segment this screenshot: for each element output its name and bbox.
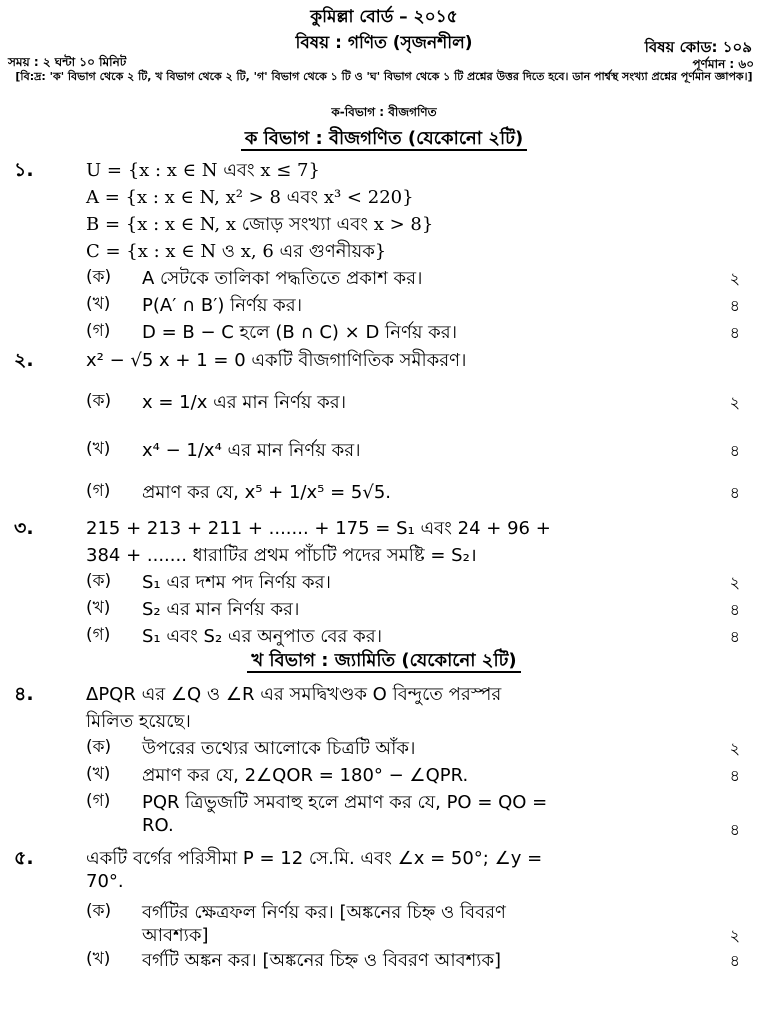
q5a-tag: (ক) (86, 901, 112, 921)
subject-code: বিষয় কোড: ১০৯ (644, 38, 752, 56)
q3c-marks: ৪ (729, 627, 740, 646)
q2b-text: x⁴ − 1/x⁴ এর মান নির্ণয় কর। (142, 440, 361, 461)
q2c-tag: (গ) (86, 481, 111, 501)
q2a-text: x = 1/x এর মান নির্ণয় কর। (142, 392, 347, 413)
q3b-tag: (খ) (86, 598, 111, 618)
q2a-marks: ২ (729, 393, 740, 412)
q1c-text: D = B − C হলে (B ∩ C) × D নির্ণয় কর। (142, 322, 458, 343)
q4a-marks: ২ (729, 739, 740, 758)
q1b-marks: ৪ (729, 296, 740, 315)
q1a-tag: (ক) (86, 267, 112, 287)
q1b-tag: (খ) (86, 294, 111, 314)
q1-set-u: U = {x : x ∈ N এবং x ≤ 7} (86, 160, 320, 181)
q2b-marks: ৪ (729, 441, 740, 460)
q4-stem-line1: ΔPQR এর ∠Q ও ∠R এর সমদ্বিখণ্ডক O বিন্দুতে পরস্পর (86, 684, 502, 705)
q1a-marks: ২ (729, 269, 740, 288)
q2-number: ২. (14, 349, 34, 371)
q4c-text: PQR ত্রিভুজটি সমবাহু হলে প্রমাণ কর যে, PO = QO = (142, 792, 548, 813)
q4a-text: উপরের তথ্যের আলোকে চিত্রটি আঁক। (142, 738, 416, 759)
q4b-marks: ৪ (729, 766, 740, 785)
q3c-text: S₁ এবং S₂ এর অনুপাত বের কর। (142, 626, 383, 647)
q5a-text: বর্গটির ক্ষেত্রফল নির্ণয় কর। [অঙ্কনের চিহ্ন ও বিবরণ (142, 902, 506, 923)
q2a-tag: (ক) (86, 391, 112, 411)
q3b-text: S₂ এর মান নির্ণয় কর। (142, 599, 300, 620)
q1b-text: P(A′ ∩ B′) নির্ণয় কর। (142, 295, 303, 316)
q4-stem-line2: মিলিত হয়েছে। (86, 711, 191, 732)
section-b-heading (0, 646, 768, 677)
q5a-marks: ২ (729, 926, 740, 945)
q1-number: ১. (14, 159, 34, 181)
section-a-heading (0, 124, 768, 155)
q5b-text: বর্গটি অঙ্কন কর। [অঙ্কনের চিহ্ন ও বিবরণ আবশ্যক] (142, 950, 502, 971)
q3a-text: S₁ এর দশম পদ নির্ণয় কর। (142, 572, 331, 593)
q4c-marks: ৪ (729, 820, 740, 839)
q5-number: ৫. (14, 847, 34, 869)
q3-number: ৩. (14, 517, 34, 539)
q1c-tag: (গ) (86, 321, 111, 341)
q3-stem-line2: 384 + ....... ধারাটির প্রথম পাঁচটি পদের সমষ্টি = S₂। (86, 545, 477, 566)
q2b-tag: (খ) (86, 439, 111, 459)
q1-set-c: C = {x : x ∈ N ও x, 6 এর গুণনীয়ক} (86, 241, 387, 262)
q4c-tag: (গ) (86, 791, 111, 811)
q4a-tag: (ক) (86, 737, 112, 757)
q2-stem: x² − √5 x + 1 = 0 একটি বীজগাণিতিক সমীকরণ। (86, 350, 467, 371)
q5-stem-line1: একটি বর্গের পরিসীমা P = 12 সে.মি. এবং ∠x = 50°; ∠y = (86, 848, 543, 869)
subject-title: বিষয় : গণিত (সৃজনশীল) (295, 33, 473, 53)
q1a-text: A সেটকে তালিকা পদ্ধতিতে প্রকাশ কর। (142, 268, 423, 289)
time-allowed: সময় : ২ ঘন্টা ১০ মিনিট (8, 55, 127, 69)
q5b-marks: ৪ (729, 951, 740, 970)
instruction-note: [বি:দ্র: 'ক' বিভাগ থেকে ২ টি, খ বিভাগ থেকে ২ টি, 'গ' বিভাগ থেকে ১ টি ও 'ঘ' বিভাগ থেকে ১ টি প্রশ্নের উত্তর দিতে হবে। ডান পার্শ্বস্থ সংখ্যা প্রশ্নের পূর্ণমান জ্ঞাপক।] (15, 70, 753, 83)
q5a-text-cont: আবশ্যক] (142, 925, 209, 946)
section-a-heading-text: ক বিভাগ : বীজগণিত (যেকোনো ২টি) (241, 128, 527, 151)
q1-set-b: B = {x : x ∈ N, x জোড় সংখ্যা এবং x > 8} (86, 214, 434, 235)
q2c-text: প্রমাণ কর যে, x⁵ + 1/x⁵ = 5√5. (142, 482, 391, 503)
q1-set-a: A = {x : x ∈ N, x² > 8 এবং x³ < 220} (86, 187, 414, 208)
q4b-tag: (খ) (86, 764, 111, 784)
q3a-tag: (ক) (86, 571, 112, 591)
q4c-text-cont: RO. (142, 815, 174, 836)
full-marks: পূর্ণমান : ৬০ (692, 57, 754, 71)
q1c-marks: ৪ (729, 323, 740, 342)
q4b-text: প্রমাণ কর যে, 2∠QOR = 180° − ∠QPR. (142, 765, 469, 786)
q3c-tag: (গ) (86, 625, 111, 645)
board-title: কুমিল্লা বোর্ড – ২০১৫ (310, 7, 458, 27)
subsection-label: ক-বিভাগ : বীজগণিত (331, 105, 437, 119)
q5b-tag: (খ) (86, 949, 111, 969)
q2c-marks: ৪ (729, 483, 740, 502)
q5-stem-line2: 70°. (86, 871, 124, 892)
q3b-marks: ৪ (729, 600, 740, 619)
q4-number: ৪. (14, 683, 34, 705)
q3-stem-line1: 215 + 213 + 211 + ....... + 175 = S₁ এবং 24 + 96 + (86, 518, 551, 539)
q3a-marks: ২ (729, 573, 740, 592)
section-b-heading-text: খ বিভাগ : জ্যামিতি (যেকোনো ২টি) (247, 650, 520, 673)
